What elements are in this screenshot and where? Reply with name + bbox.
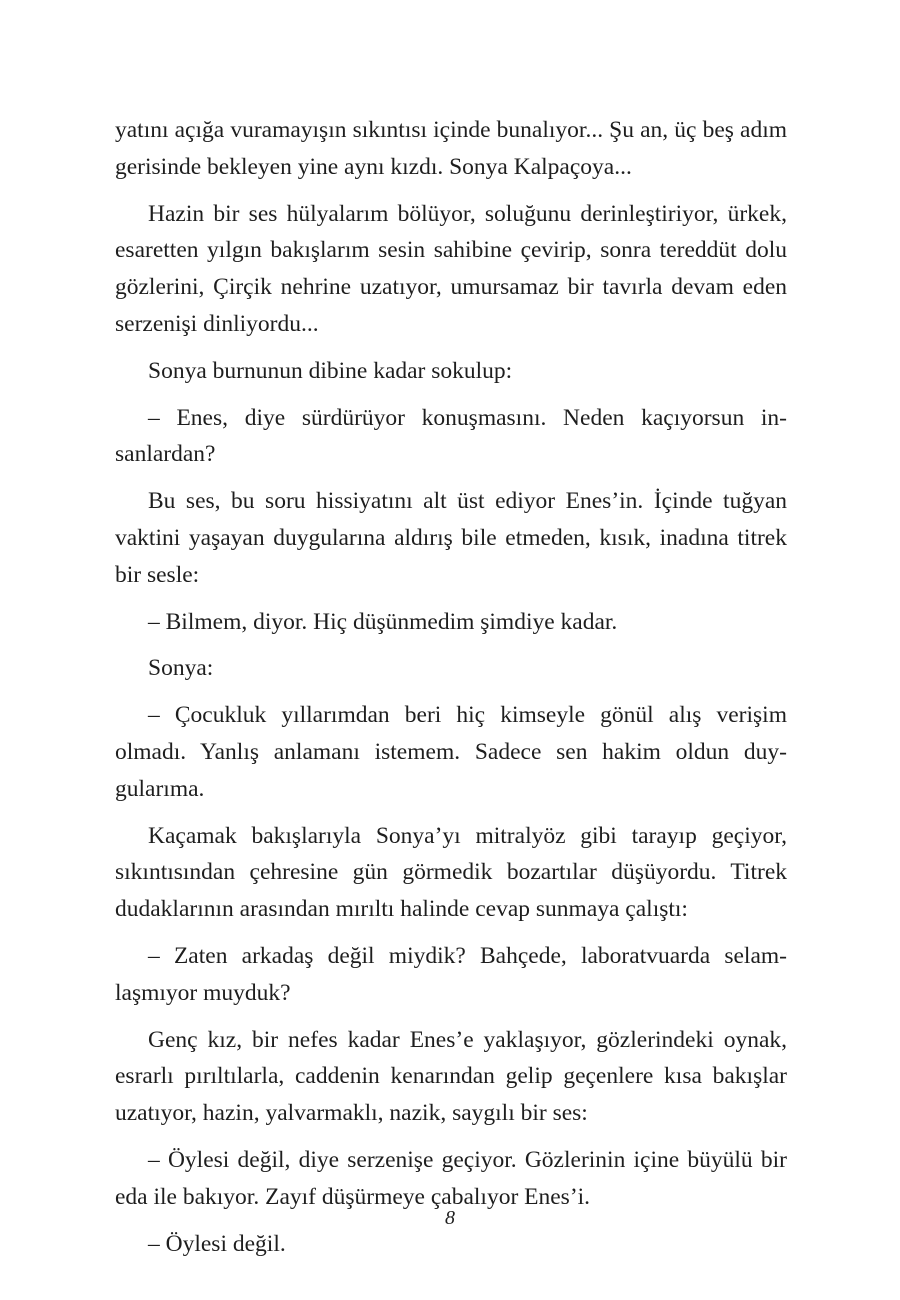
dialogue-paragraph: – Öylesi değil, diye serzenişe geçiyor. Gözlerinin içine büyülü bir eda ile bakıyor. Zayıf düşürmeye çabalıyor Enes’i.	[115, 1146, 787, 1210]
paragraph: yatını açığa vuramayışın sıkıntısı içinde bunalıyor... Şu an, üç beş adım gerisinde bekleyen yine aynı kızdı. Sonya Kalpaçoya...	[115, 117, 787, 180]
dialogue-paragraph: – Enes, diye sürdürüyor konuşmasını. Neden kaçıyorsun insanlardan?	[115, 404, 787, 468]
paragraph: Kaçamak bakışlarıyla Sonya’yı mitralyöz gibi tarayıp geçiyor, sıkıntısından çehresine gün görmedik bozartılar düşüyordu. Titrek dudaklarının arasından mırıltı halinde cevap sunmaya çalıştı:	[115, 822, 787, 923]
paragraph: Sonya burnunun dibine kadar sokulup:	[148, 357, 513, 384]
paragraph: Sonya:	[148, 655, 214, 682]
paragraph: Hazin bir ses hülyalarım bölüyor, soluğunu derinleştiriyor, ürkek, esaretten yılgın bakışlarım sesin sahibine çevirip, sonra tereddüt dolu gözlerini, Çirçik nehrine uzatıyor, umursamaz bir tavırla devam eden serzenişi dinliyordu...	[115, 200, 787, 337]
dialogue-paragraph: – Zaten arkadaş değil miydik? Bahçede, laboratvuarda selamlaşmıyor muyduk?	[115, 942, 787, 1006]
book-page-body	[115, 112, 787, 1272]
page-number: 8	[445, 1207, 455, 1229]
paragraph: Genç kız, bir nefes kadar Enes’e yaklaşıyor, gözlerindeki oynak, esrarlı pırıltılarla, caddenin kenarından gelip geçenlere kısa bakışlar uzatıyor, hazin, yalvarmaklı, nazik, saygılı bir ses:	[115, 1026, 787, 1127]
paragraph: Bu ses, bu soru hissiyatını alt üst ediyor Enes’in. İçinde tuğyan vaktini yaşayan duygularına aldırış bile etmeden, kısık, inadına titrek bir sesle:	[115, 488, 787, 588]
dialogue-paragraph: – Öylesi değil.	[148, 1230, 286, 1257]
dialogue-paragraph: – Çocukluk yıllarımdan beri hiç kimseyle gönül alış verişim olmadı. Yanlış anlamanı istemem. Sadece sen hakim oldun duygularıma.	[115, 702, 787, 802]
dialogue-paragraph: – Bilmem, diyor. Hiç düşünmedim şimdiye kadar.	[148, 608, 618, 635]
